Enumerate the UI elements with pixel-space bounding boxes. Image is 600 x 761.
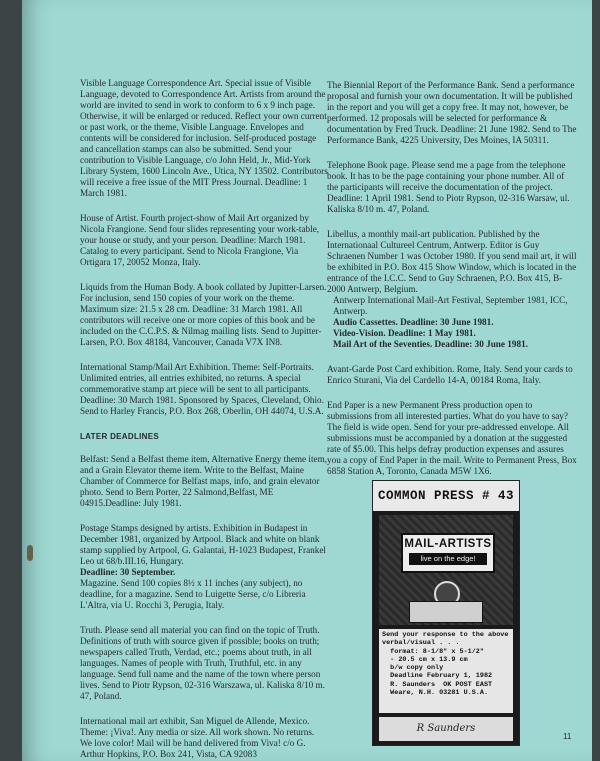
entry-liquids-human-body: Liquids from the Human Body. A book collated by Jupitter-Larsen. For inclusion, send 150 copies of your work on the theme. Maximum size: 21.5 x 28 cm. Deadline: 31 March 1981. All contributors will receive one or more copies of this book and be included on the C.C.P.S. & Nilmag mailing lists. Send to Jupitter-Larsen, P.O. Box 48184, Vancouver, Canada V7X IN8. [80, 282, 327, 347]
common-press-poster [372, 480, 520, 746]
entry-house-of-artist: House of Artist. Fourth project-show of Mail Art organized by Nicola Frangione. Send four slides representing your work-table, your house or study, and your person. Deadline: March 1981. Catalog to every participant. Send to Nicola Frangione, Via Ortigara 17, 20052 Monza, Italy. [80, 213, 320, 267]
entry-telephone-book: Telephone Book page. Please send me a page from the telephone book. It has to be the page containing your phone number. All of the participants will receive the documentation of the project. Deadline: 1 April 1981. Send to Piotr Rypson, 02-316 Warsaw, ul. Kaliska 8/10 m. 47, Poland. [327, 160, 570, 214]
entry-truth: Truth. Please send all material you can find on the topic of Truth. Definitions of truth with source given if possible; books on truth; newspapers called Truth, Verdad, etc.; poems about truth, in all languages. Names of people with Truth, Truthful, etc. in any language. Send full name and the name of the town where person lives. Send to Piotr Rypson, 02-316 Warszawa, ul. Kaliska 8/10 m. 47, Poland. [80, 625, 325, 701]
entry-libellus [327, 229, 577, 350]
poster-signature: R Saunders [379, 717, 513, 741]
poster-illustration [379, 515, 513, 625]
entry-libellus-text: Libellus, a monthly mail-art publication. Published by the Internationaal Cultureel Centrum, Antwerp. Editor is Guy Schraenen Number 1 was October 1980. If you send mail art, it will be exhibited in P.O. Box 415 Show Window, which is located in the entrance of the I.C.C. Send to Guy Schraenen, P.O. Box 415, B-2000 Antwerp, Belgium. [327, 229, 577, 294]
entry-avant-garde-postcard: Avant-Garde Post Card exhibition. Rome, Italy. Send your cards to Enrico Sturani, Via del Cardello 14-A, 00184 Roma, Italy. [327, 364, 573, 385]
mailbox-icon [409, 601, 483, 623]
entry-postage-stamps [80, 523, 328, 611]
entry-mail-art-seventies: Mail Art of the Seventies. Deadline: 30 June 1981. [333, 339, 528, 349]
document-page [22, 0, 592, 761]
poster-banner [401, 533, 495, 573]
poster-banner-title: MAIL-ARTISTS [404, 538, 492, 550]
poster-title: COMMON PRESS # 43 [373, 481, 519, 511]
entry-postage-stamps-text: Postage Stamps designed by artists. Exhibition in Budapest in December 1981, organized by Artpool. Black and white on blank stamp supplied by Artpool, G. Galantai, H-1023 Budapest, Frankel Leo ut 68/b.III.16, Hungary. [80, 523, 326, 566]
entry-audio-cassettes: Audio Cassettes. Deadline: 30 June 1981. [333, 317, 494, 327]
entry-postage-stamps-deadline: Deadline: 30 September. [80, 567, 176, 577]
entry-belfast: Belfast: Send a Belfast theme item, Alternative Energy theme item, and a Grain Elevator theme item. Write to the Belfast, Maine Chamber of Commerce for Belfast maps, info, and grain elevator photo. Send to Bern Porter, 22 Salmond,Belfast, ME 04915.Deadline: July 1981. [80, 454, 328, 508]
left-column [80, 78, 328, 761]
page-number: 11 [563, 732, 572, 741]
entry-end-paper: End Paper is a new Permanent Press production open to submissions from all interested parties. What do you have to say? The field is wide open. Send for your pre-addressed envelope. All submissions must be accompanied by a donation at the suggested rate of $5.00. This helps defray production expenses and assures you a copy of End Paper in the mail. Write to Permanent Press, Box 6858 Station A, Toronto, Canada M5W 1X6. [327, 400, 577, 476]
entry-antwerp-festival: Antwerp International Mail-Art Festival, September 1981, ICC, Antwerp. [333, 295, 568, 316]
entry-performance-bank: The Biennial Report of the Performance Bank. Send a performance proposal and furnish your own documentation. It will be published in the report and you will get a copy free. It may not, however, be performed. 12 proposals will be selected for performance & documentation by Fred Truck. Deadline: 21 June 1982. Send to The Performance Bank, 4225 University, Des Moines, IA 50311. [327, 80, 577, 145]
binding-mark [27, 545, 33, 561]
entry-stamp-mail-art: International Stamp/Mail Art Exhibition. Theme: Self-Portraits. Unlimited entries, all entries exhibited, no returns. A special commemorative stamp art piece will be sent to all participants. Deadline: 30 March 1981. Sponsored by Spaces, Cleveland, Ohio. Send to Harley Francis, P.O. Box 268, Oberlin, OH 44074, U.S.A. [80, 362, 324, 416]
entry-video-vision: Video-Vision. Deadline: 1 May 1981. [333, 328, 476, 338]
entry-visible-language: Visible Language Correspondence Art. Special issue of Visible Language, devoted to Correspondence Art. Artists from around the world are invited to send in work to conform to 6 x 9 inch page. Otherwise, it will be enlarged or reduced. Reflect your own current or past work, or the theme, Visible Language. Envelopes and contents will be considered for inclusion. Self-produced postage and cancellation stamps can also be submitted. Send your contribution to Visible Language, c/o John Held, Jr., Mid-York Library System, 1600 Lincoln Ave., Utica, NY 13502. Contributors will receive a free issue of the MIT Press Journal. Deadline: 1 March 1981. [80, 78, 328, 198]
section-heading-later-deadlines: LATER DEADLINES [80, 432, 160, 441]
poster-instructions: Send your response to the above verbal/visual . . . format: 8-1/8" x 5-1/2" - 20.5 cm x 13.9 cm b/w copy only Deadline February 1, 1982 R. Saunders OK POST EAST Weare, N.H. 03281 U.S.A. [379, 629, 513, 713]
entry-magazine: Magazine. Send 100 copies 8½ x 11 inches (any subject), no deadline, for a magazine. Send to Luigette Serse, c/o Libreria L'Altra, via U. Rocchi 3, Perugia, Italy. [80, 578, 306, 610]
right-column [327, 80, 577, 491]
poster-banner-subtitle: live on the edge! [409, 553, 487, 565]
entry-san-miguel: International mail art exhibit, San Miguel de Allende, Mexico. Theme: ¡Viva!. Any media or size. All work shown. No returns. We love color! Mail will be hand delivered from Viva! c/o G. Arthur Hopkins, P.O. Box 241, Vista, CA 92083 [80, 716, 315, 759]
